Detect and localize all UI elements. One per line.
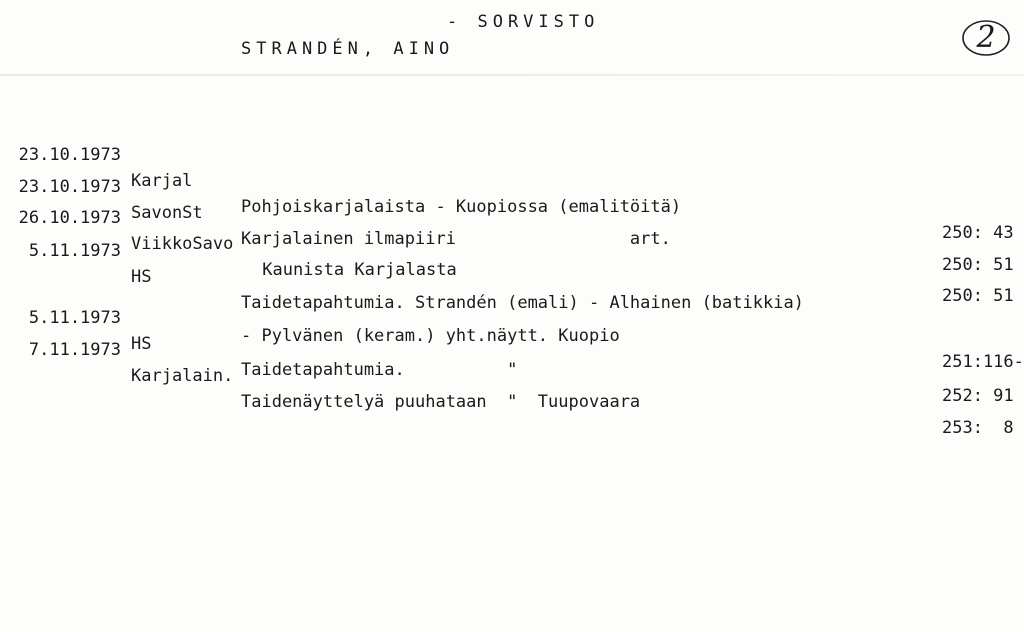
entry-reference: 253: 8 bbox=[942, 418, 1014, 438]
entry-date: 23.10.1973 bbox=[18, 145, 121, 165]
entry-source: Karjalain. bbox=[131, 366, 234, 386]
entry-date: 5.11.1973 bbox=[28, 308, 121, 328]
entry-description: Karjalainen ilmapiiri art. bbox=[241, 229, 671, 249]
card-title-line-2: STRANDÉN, AINO bbox=[241, 39, 455, 59]
entry-source: ViikkoSavo bbox=[131, 234, 234, 254]
header-divider bbox=[0, 74, 1024, 76]
entry-date: 7.11.1973 bbox=[28, 340, 121, 360]
entry-source: Karjal bbox=[131, 171, 193, 191]
entry-description: Kaunista Karjalasta bbox=[252, 260, 457, 280]
entry-description: - Pylvänen (keram.) yht.näytt. Kuopio bbox=[241, 326, 620, 346]
page-number-text: 2 bbox=[976, 20, 996, 55]
entry-description: Pohjoiskarjalaista - Kuopiossa (emalitöitä) bbox=[241, 197, 682, 217]
entry-reference: 252: 91 bbox=[942, 386, 1014, 406]
entry-source: SavonSt bbox=[131, 203, 203, 223]
entry-reference: 250: 51 bbox=[942, 286, 1014, 306]
entry-source: HS bbox=[131, 267, 152, 287]
entry-source: HS bbox=[131, 334, 152, 354]
entry-description: Taidetapahtumia. " bbox=[241, 360, 518, 380]
card-title-line-1: - SORVISTO bbox=[447, 12, 600, 32]
entry-reference: 250: 43 bbox=[942, 223, 1014, 243]
page-number bbox=[960, 18, 1012, 58]
entry-description: Taidetapahtumia. Strandén (emali) - Alhainen (batikkia) bbox=[241, 293, 804, 313]
entry-reference: 250: 51 bbox=[942, 255, 1014, 275]
entry-date: 5.11.1973 bbox=[28, 241, 121, 261]
entry-description: Taidenäyttelyä puuhataan " Tuupovaara bbox=[241, 392, 641, 412]
entry-reference: 251:116- bbox=[942, 352, 1024, 372]
entry-date: 26.10.1973 bbox=[18, 208, 121, 228]
entry-date: 23.10.1973 bbox=[18, 177, 121, 197]
